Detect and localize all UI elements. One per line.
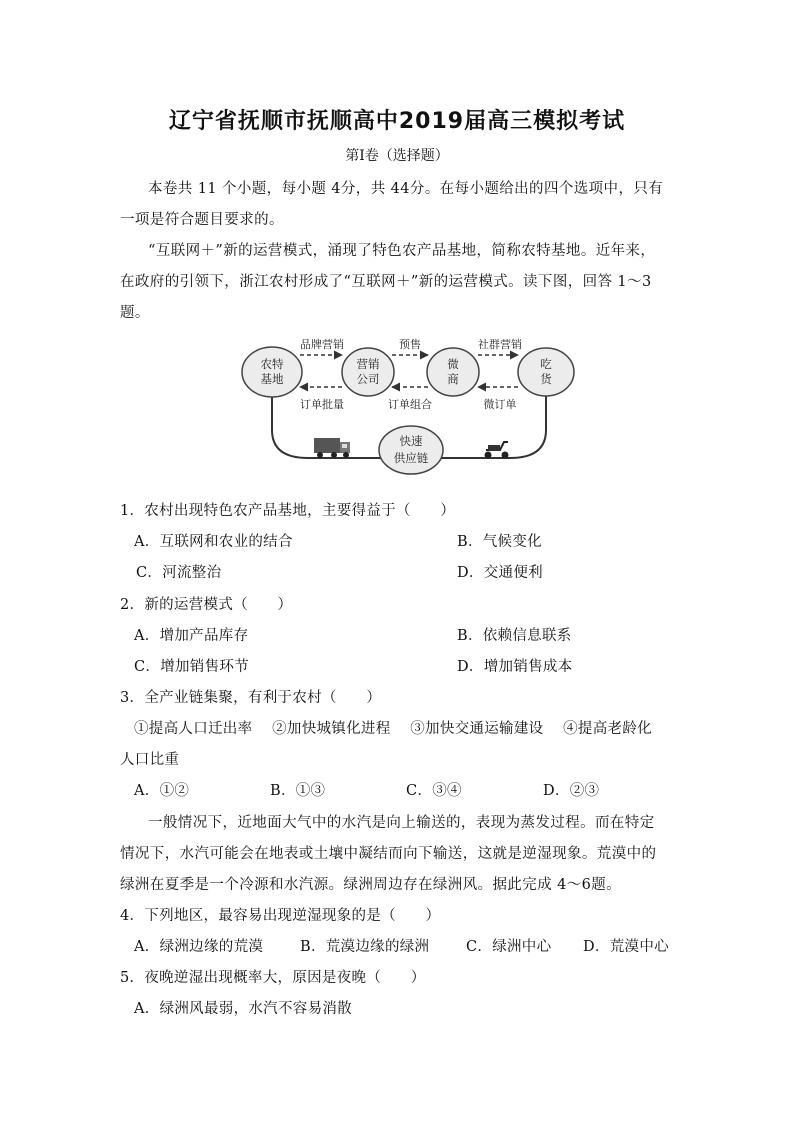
- passage2-line-3: 绿洲在夏季是一个冷源和水汽源。绿洲周边存在绿洲风。据此完成 4～6题。: [120, 877, 622, 893]
- q1-option-a: A．互联网和农业的结合: [134, 534, 293, 550]
- svg-text:农特: 农特: [260, 357, 284, 371]
- q3-stem: 3．全产业链集聚，有利于农村（ ）: [120, 690, 382, 706]
- q1-stem: 1．农村出现特色农产品基地，主要得益于（ ）: [120, 503, 456, 519]
- q2-option-a: A．增加产品库存: [134, 628, 249, 644]
- scooter-icon: [485, 442, 509, 459]
- q3-items-line-1: ①提高人口迁出率 ②加快城镇化进程 ③加快交通运输建设 ④提高老龄化: [134, 721, 652, 737]
- instructions-line-1: 本卷共 11 个小题，每小题 4分，共 44分。在每小题给出的四个选项中，只有: [148, 181, 664, 197]
- node-wechat-merchant: [427, 348, 479, 396]
- svg-text:公司: 公司: [356, 372, 380, 386]
- q4-option-c: C．绿洲中心: [466, 939, 552, 955]
- label-presale: 预售: [399, 338, 421, 351]
- q4-stem: 4．下列地区，最容易出现逆湿现象的是（ ）: [120, 908, 441, 924]
- section-title: 第Ⅰ卷（选择题）: [345, 148, 449, 164]
- node-foodie: [518, 348, 574, 396]
- passage1-line-1: “互联网＋”新的运营模式，涌现了特色农产品基地，简称农特基地。近年来，: [148, 243, 656, 259]
- passage2-line-1: 一般情况下，近地面大气中的水汽是向上输送的，表现为蒸发过程。而在特定: [148, 815, 655, 831]
- node-farm-base: [242, 347, 302, 397]
- label-community-marketing: 社群营销: [478, 338, 522, 351]
- supply-chain-diagram: [238, 332, 584, 476]
- instructions-line-2: 一项是符合题目要求的。: [120, 212, 284, 228]
- node-fast-supply-chain: [379, 426, 443, 474]
- node-marketing-company: [342, 348, 394, 396]
- svg-text:营销: 营销: [356, 357, 380, 371]
- q3-option-d: D．②③: [543, 783, 600, 799]
- q1-option-b: B．气候变化: [457, 534, 542, 550]
- q2-stem: 2．新的运营模式（ ）: [120, 597, 293, 613]
- svg-text:微: 微: [447, 357, 459, 371]
- q4-option-a: A．绿洲边缘的荒漠: [134, 939, 264, 955]
- passage2-line-2: 情况下，水汽可能会在地表或土壤中凝结而向下输送，这就是逆湿现象。荒漠中的: [120, 846, 657, 862]
- passage1-line-3: 题。: [120, 305, 150, 321]
- q3-option-b: B．①③: [270, 783, 326, 799]
- q1-option-d: D．交通便利: [457, 565, 543, 581]
- q3-items-line-2: 人口比重: [120, 752, 180, 768]
- q2-option-c: C．增加销售环节: [134, 659, 249, 675]
- q3-option-a: A．①②: [134, 783, 190, 799]
- passage1-line-2: 在政府的引领下，浙江农村形成了“互联网＋”新的运营模式。读下图，回答 1～3: [120, 274, 652, 290]
- q1-option-c: C．河流整治: [136, 565, 222, 581]
- q3-option-c: C．③④: [406, 783, 462, 799]
- label-micro-order: 微订单: [483, 398, 517, 411]
- svg-text:吃: 吃: [540, 357, 552, 371]
- page-title: 辽宁省抚顺市抚顺高中2019届高三模拟考试: [168, 109, 626, 134]
- label-order-combination: 订单组合: [388, 398, 432, 411]
- q2-option-b: B．依赖信息联系: [457, 628, 572, 644]
- q2-option-d: D．增加销售成本: [457, 659, 573, 675]
- q5-stem: 5．夜晚逆湿出现概率大，原因是夜晚（ ）: [120, 970, 426, 986]
- label-brand-marketing: 品牌营销: [300, 338, 344, 351]
- svg-text:供应链: 供应链: [393, 451, 429, 465]
- svg-text:基地: 基地: [260, 372, 284, 386]
- svg-text:快速: 快速: [399, 434, 423, 448]
- q4-option-b: B．荒漠边缘的绿洲: [300, 939, 430, 955]
- q5-option-a: A．绿洲风最弱，水汽不容易消散: [134, 1001, 352, 1017]
- truck-icon: [314, 438, 350, 458]
- label-batch-order: 订单批量: [300, 398, 344, 411]
- q4-option-d: D．荒漠中心: [583, 939, 669, 955]
- svg-text:商: 商: [447, 372, 459, 386]
- svg-text:货: 货: [540, 372, 552, 386]
